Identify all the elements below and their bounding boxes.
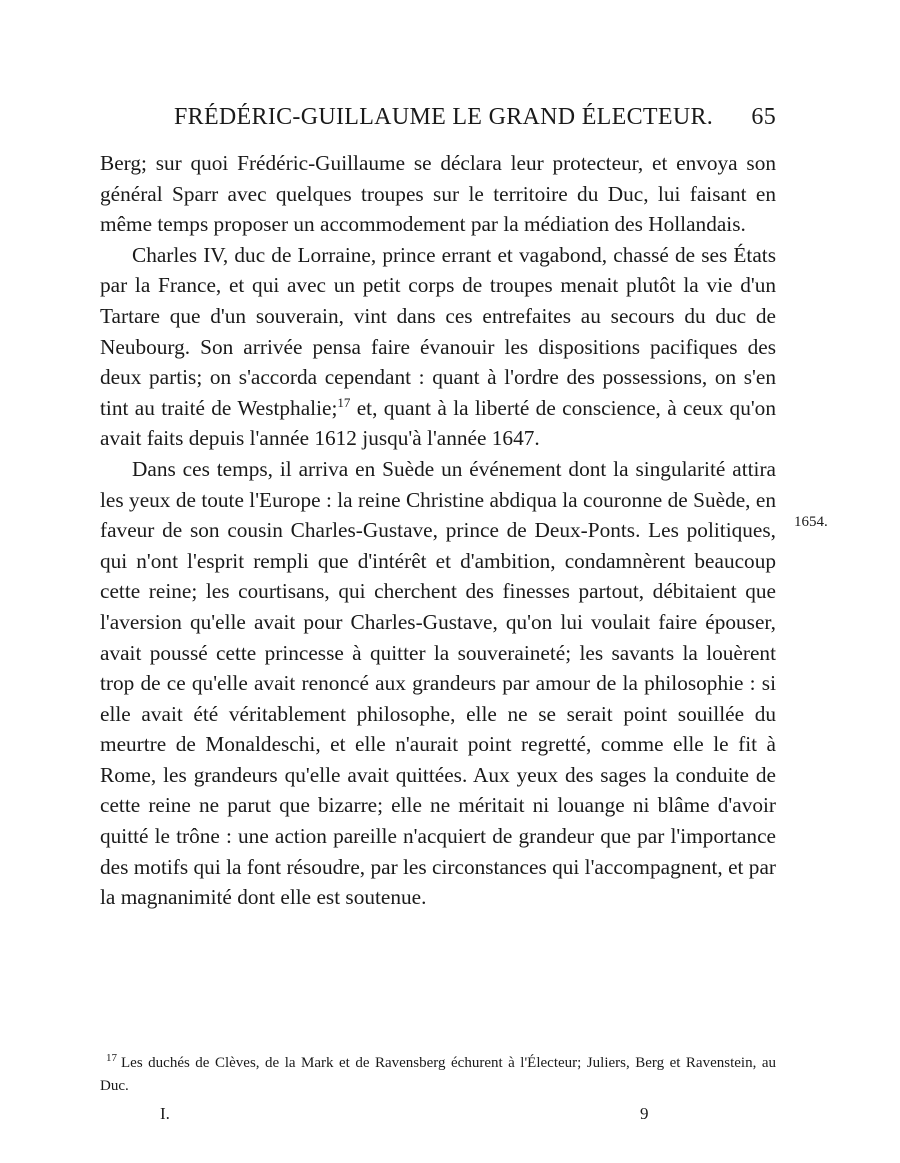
paragraph-2 [100,240,776,454]
paragraph-2-text-a: Charles IV, duc de Lorraine, prince errant et vagabond, chassé de ses États par la France, et qui avec un petit corps de troupes menait plutôt la vie d'un Tartare que d'un souverain, vint dans ces entrefaites au secours du duc de Neubourg. Son arrivée pensa faire évanouir les dispositions pacifiques des deux partis; on s'accorda cependant : quant à l'ordre des possessions, on s'en tint au traité de Westphalie; [100,242,776,420]
running-head [100,104,776,136]
paragraph-3: Dans ces temps, il arriva en Suède un événement dont la singularité attira les yeux de toute l'Europe : la reine Christine abdiqua la couronne de Suède, en faveur de son cousin Charles-Gustave, prince de Deux-Ponts. Les politiques, qui n'ont l'esprit rempli que d'intérêt et d'ambition, condamnèrent beaucoup cette reine; les courtisans, qui cherchent des finesses partout, débitaient que l'aversion qu'elle avait pour Charles-Gustave, qu'on lui voulait faire épouser, avait poussé cette princesse à quitter la souveraineté; les savants la louèrent trop de ce qu'elle avait renoncé aux grandeurs par amour de la philosophie : si elle avait été véritablement philosophe, elle ne se serait point souillée du meurtre de Monaldeschi, et elle n'aurait point regretté, comme elle le fit à Rome, les grandeurs qu'elle avait quittées. Aux yeux des sages la conduite de cette reine ne parut que bizarre; elle ne méritait ni louange ni blâme d'avoir quitté le trône : une action pareille n'acquiert de grandeur que par l'importance des motifs qui la font résoudre, par les circonstances qui l'accompagnent, et par la magnanimité dont elle est soutenue. [100,456,776,910]
paragraph-2-text-b: et, quant à la liberté de conscience, à ceux qu'on avait faits depuis l'année 1612 jusqu'à l'année 1647. [100,395,776,451]
footnote [100,1052,776,1098]
footnote-reference[interactable]: 17 [337,394,351,410]
margin-date-note: 1654. [794,514,828,530]
footnote-number: 17 [106,1052,117,1064]
running-title: FRÉDÉRIC-GUILLAUME LE GRAND ÉLECTEUR. [174,104,714,130]
signature-sheet: 9 [640,1104,649,1123]
paragraph-1: Berg; sur quoi Frédéric-Guillaume se déclara leur protecteur, et envoya son général Sparr avec quelques troupes sur le territoire du Duc, lui faisant en même temps proposer un accommodement par la médiation des Hollandais. [100,151,776,237]
body-text [100,148,776,913]
signature-volume: I. [160,1104,170,1123]
footnote-text: Les duchés de Clèves, de la Mark et de Ravensberg échurent à l'Électeur; Juliers, Berg et Ravenstein, au Duc. [100,1055,776,1094]
page-number: 65 [751,104,776,130]
